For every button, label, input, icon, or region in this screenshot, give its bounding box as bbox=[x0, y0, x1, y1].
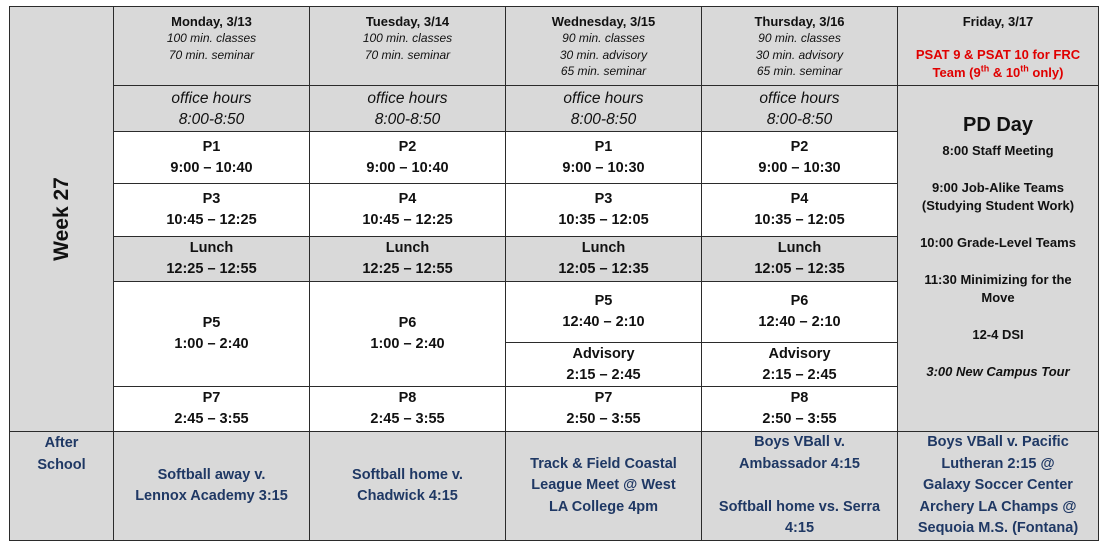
period-time: 12:05 – 12:35 bbox=[558, 261, 649, 277]
week-label-cell bbox=[9, 6, 114, 432]
advisory-block bbox=[701, 342, 898, 387]
period-title: P7 bbox=[594, 390, 613, 406]
psat-note bbox=[916, 46, 1080, 82]
period-block bbox=[309, 281, 506, 387]
day-name: Wednesday, 3/15 bbox=[551, 14, 656, 29]
day-note: 100 min. classes bbox=[362, 31, 453, 45]
event-line: League Meet @ West bbox=[531, 477, 676, 494]
lunch-block bbox=[309, 236, 506, 282]
day-name: Thursday, 3/16 bbox=[754, 14, 845, 29]
period-block bbox=[309, 386, 506, 432]
period-time: 10:35 – 12:05 bbox=[754, 212, 845, 228]
event-line: Chadwick 4:15 bbox=[357, 488, 458, 504]
period-block bbox=[701, 386, 898, 432]
period-block bbox=[505, 281, 702, 343]
pd-item: 8:00 Staff Meeting bbox=[942, 143, 1054, 158]
after-school-monday bbox=[113, 431, 310, 541]
period-title: P8 bbox=[790, 390, 809, 406]
office-hours-monday bbox=[113, 85, 310, 132]
office-hours-thursday bbox=[701, 85, 898, 132]
period-time: 12:05 – 12:35 bbox=[754, 261, 845, 277]
period-block bbox=[309, 131, 506, 184]
event-line: Softball home v. bbox=[352, 466, 463, 483]
period-title: P8 bbox=[398, 390, 417, 406]
office-hours-label: office hours bbox=[759, 89, 840, 107]
pd-item: 12-4 DSI bbox=[972, 327, 1024, 342]
period-time: 12:25 – 12:55 bbox=[362, 261, 453, 277]
day-note: 65 min. seminar bbox=[560, 64, 647, 78]
after-school-label: After bbox=[44, 435, 79, 451]
period-block bbox=[309, 183, 506, 237]
day-note: 70 min. seminar bbox=[364, 47, 451, 62]
day-note: 30 min. advisory bbox=[559, 47, 648, 62]
event-line: Boys VBall v. Pacific bbox=[927, 434, 1069, 451]
after-school-label: School bbox=[37, 456, 86, 473]
period-block bbox=[701, 281, 898, 343]
period-block bbox=[113, 386, 310, 432]
event-line: Softball away v. bbox=[157, 466, 266, 483]
header-monday bbox=[113, 6, 310, 86]
day-name: Friday, 3/17 bbox=[962, 14, 1034, 29]
period-title: P3 bbox=[202, 191, 221, 207]
event-line: Lennox Academy 3:15 bbox=[135, 488, 288, 504]
period-time: 12:40 – 2:10 bbox=[758, 314, 841, 330]
lunch-block bbox=[701, 236, 898, 282]
after-school-thursday bbox=[701, 431, 898, 541]
period-time: 2:45 – 3:55 bbox=[174, 411, 249, 427]
period-title: Lunch bbox=[189, 240, 234, 256]
advisory-block bbox=[505, 342, 702, 387]
period-title: P7 bbox=[202, 390, 221, 406]
period-time: 9:00 – 10:40 bbox=[366, 159, 449, 176]
day-note: 70 min. seminar bbox=[168, 47, 255, 62]
period-title: P5 bbox=[202, 315, 221, 331]
office-hours-label: office hours bbox=[563, 89, 644, 107]
period-time: 1:00 – 2:40 bbox=[174, 336, 249, 352]
after-school-wednesday bbox=[505, 431, 702, 541]
period-title: Advisory bbox=[572, 345, 635, 362]
psat-note-line1: PSAT 9 & PSAT 10 for FRC bbox=[915, 47, 1081, 62]
office-hours-label: office hours bbox=[171, 89, 252, 107]
day-name: Monday, 3/13 bbox=[171, 14, 252, 29]
period-block bbox=[505, 386, 702, 432]
office-hours-time: 8:00-8:50 bbox=[178, 110, 245, 128]
event-line: Lutheran 2:15 @ bbox=[941, 455, 1055, 472]
day-note: 65 min. seminar bbox=[756, 64, 843, 78]
pd-day-title: PD Day bbox=[962, 114, 1034, 136]
period-time: 9:00 – 10:30 bbox=[562, 159, 645, 176]
event-line: Archery LA Champs @ bbox=[919, 498, 1077, 515]
period-title: P1 bbox=[594, 138, 613, 155]
header-friday bbox=[897, 6, 1099, 86]
period-time: 2:50 – 3:55 bbox=[566, 411, 641, 427]
period-time: 1:00 – 2:40 bbox=[370, 336, 445, 352]
day-note: 30 min. advisory bbox=[755, 47, 844, 62]
period-title: P6 bbox=[398, 315, 417, 331]
header-wednesday bbox=[505, 6, 702, 86]
office-hours-label: office hours bbox=[367, 89, 448, 107]
event-line: 4:15 bbox=[784, 520, 815, 537]
period-title: Lunch bbox=[581, 240, 626, 256]
pd-item: 10:00 Grade-Level Teams bbox=[920, 235, 1076, 250]
period-title: P3 bbox=[594, 191, 613, 207]
period-time: 2:45 – 3:55 bbox=[370, 411, 445, 427]
period-block bbox=[113, 281, 310, 387]
period-block bbox=[113, 131, 310, 184]
period-title: P2 bbox=[398, 138, 417, 155]
period-time: 12:25 – 12:55 bbox=[166, 261, 257, 277]
week-label: Week 27 bbox=[49, 177, 73, 261]
after-school-label-cell bbox=[9, 431, 114, 541]
day-note: 90 min. classes bbox=[562, 31, 645, 45]
period-title: Lunch bbox=[777, 240, 822, 256]
period-time: 9:00 – 10:40 bbox=[170, 159, 253, 176]
period-title: P6 bbox=[790, 293, 809, 309]
day-name: Tuesday, 3/14 bbox=[365, 14, 450, 29]
period-title: P1 bbox=[202, 138, 221, 155]
event-line: Ambassador 4:15 bbox=[739, 455, 860, 472]
lunch-block bbox=[505, 236, 702, 282]
period-title: Lunch bbox=[385, 240, 430, 256]
period-block bbox=[505, 183, 702, 237]
after-school-tuesday bbox=[309, 431, 506, 541]
period-title: P4 bbox=[398, 191, 417, 207]
event-line: Softball home vs. Serra bbox=[718, 498, 881, 515]
after-school-friday bbox=[897, 431, 1099, 541]
office-hours-wednesday bbox=[505, 85, 702, 132]
office-hours-tuesday bbox=[309, 85, 506, 132]
period-time: 10:45 – 12:25 bbox=[166, 212, 257, 228]
pd-item: 9:00 Job-Alike Teams bbox=[932, 180, 1064, 195]
period-time: 2:15 – 2:45 bbox=[566, 366, 641, 383]
day-note: 100 min. classes bbox=[166, 31, 257, 45]
period-time: 9:00 – 10:30 bbox=[758, 159, 841, 176]
event-line: Galaxy Soccer Center bbox=[923, 477, 1073, 494]
day-note: 90 min. classes bbox=[758, 31, 841, 45]
period-block bbox=[701, 131, 898, 184]
event-line: LA College 4pm bbox=[548, 498, 659, 515]
period-title: P2 bbox=[790, 138, 809, 155]
lunch-block bbox=[113, 236, 310, 282]
office-hours-time: 8:00-8:50 bbox=[374, 110, 441, 128]
period-title: Advisory bbox=[768, 345, 831, 362]
period-block bbox=[701, 183, 898, 237]
header-thursday bbox=[701, 6, 898, 86]
period-time: 10:35 – 12:05 bbox=[558, 212, 649, 228]
pd-item: (Studying Student Work) bbox=[921, 198, 1075, 213]
pd-item: 3:00 New Campus Tour bbox=[926, 364, 1070, 379]
period-title: P4 bbox=[790, 191, 809, 207]
event-line: Track & Field Coastal bbox=[530, 455, 677, 472]
pd-item: Move bbox=[981, 290, 1015, 305]
event-line: Boys VBall v. bbox=[754, 434, 845, 451]
office-hours-time: 8:00-8:50 bbox=[570, 110, 637, 128]
period-block bbox=[505, 131, 702, 184]
header-tuesday bbox=[309, 6, 506, 86]
period-block bbox=[113, 183, 310, 237]
period-title: P5 bbox=[594, 293, 613, 309]
period-time: 12:40 – 2:10 bbox=[562, 314, 645, 330]
psat-note-line2: Team (9th & 10th only) bbox=[932, 63, 1064, 80]
period-time: 10:45 – 12:25 bbox=[362, 212, 453, 228]
event-line: Sequoia M.S. (Fontana) bbox=[917, 520, 1079, 537]
pd-item: 11:30 Minimizing for the bbox=[924, 272, 1072, 287]
period-time: 2:50 – 3:55 bbox=[762, 411, 837, 427]
pd-day-cell bbox=[897, 85, 1099, 432]
office-hours-time: 8:00-8:50 bbox=[766, 110, 833, 128]
period-time: 2:15 – 2:45 bbox=[762, 366, 837, 383]
